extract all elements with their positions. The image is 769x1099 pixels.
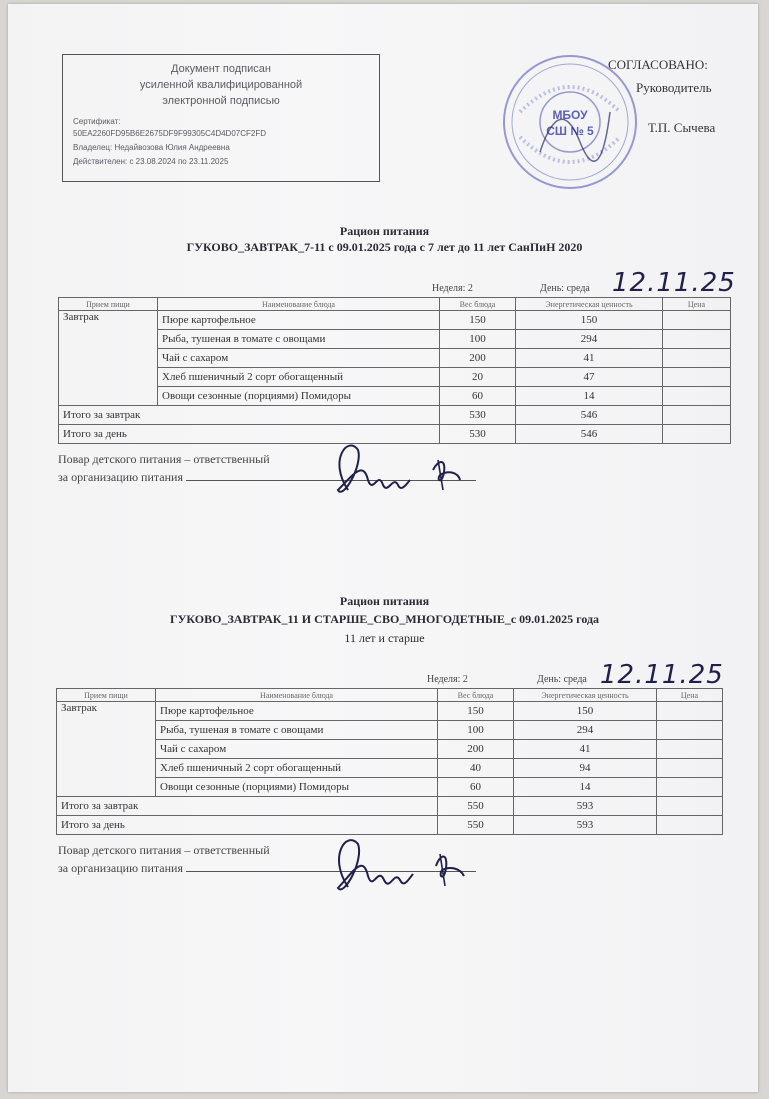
- svg-text:СШ № 5: СШ № 5: [546, 124, 594, 138]
- dish-price: [657, 778, 723, 797]
- col-header-energy: Энергетическая ценность: [514, 689, 657, 702]
- dish-price: [663, 368, 731, 387]
- dish-name: Хлеб пшеничный 2 сорт обогащенный: [158, 368, 440, 387]
- dish-weight: 100: [440, 330, 516, 349]
- handwritten-signature-2: [318, 822, 478, 907]
- stamp-text: МБОУ: [552, 108, 588, 122]
- table-header-row: [57, 689, 723, 702]
- dish-price: [657, 740, 723, 759]
- dish-weight: 60: [438, 778, 514, 797]
- sig-valid: Действителен: с 23.08.2024 по 23.11.2025: [73, 157, 229, 166]
- menu2-date-handwritten: 12.11.25: [600, 660, 724, 690]
- dish-price: [657, 721, 723, 740]
- dish-energy: 14: [514, 778, 657, 797]
- approval-agreed: СОГЛАСОВАНО:: [608, 57, 708, 72]
- dish-price: [663, 349, 731, 368]
- menu1-title: Рацион питания: [339, 224, 430, 238]
- total-breakfast-row: [57, 797, 723, 816]
- total-day-weight: 550: [438, 816, 514, 835]
- menu1-table: [58, 297, 731, 444]
- table-row: [57, 721, 723, 740]
- dish-weight: 200: [438, 740, 514, 759]
- table-header-row: [59, 298, 731, 311]
- dish-name: Чай с сахаром: [158, 349, 440, 368]
- col-header-dish: Наименование блюда: [156, 689, 438, 702]
- menu1-footer-line2: за организацию питания: [58, 470, 183, 484]
- menu2-day: День: среда: [537, 674, 587, 685]
- col-header-price: Цена: [663, 298, 731, 311]
- dish-weight: 60: [440, 387, 516, 406]
- total-day-energy: 546: [516, 425, 663, 444]
- sig-owner: Владелец: Недайвозова Юлия Андреевна: [73, 143, 230, 152]
- dish-energy: 150: [514, 702, 657, 721]
- dish-weight: 20: [440, 368, 516, 387]
- sig-line-1: Документ подписан: [171, 63, 271, 75]
- total-breakfast-weight: 530: [440, 406, 516, 425]
- table-row: [59, 387, 731, 406]
- dish-energy: 41: [514, 740, 657, 759]
- dish-energy: 14: [516, 387, 663, 406]
- menu1-footer-line1: Повар детского питания – ответственный: [58, 452, 270, 466]
- col-header-meal: Прием пищи: [59, 298, 158, 311]
- menu2-week: Неделя: 2: [427, 674, 468, 685]
- dish-price: [663, 330, 731, 349]
- menu1-subtitle: ГУКОВО_ЗАВТРАК_7-11 с 09.01.2025 года с 7 лет до 11 лет СанПиН 2020: [186, 240, 583, 254]
- col-header-price: Цена: [657, 689, 723, 702]
- col-header-meal: Прием пищи: [57, 689, 156, 702]
- col-header-dish: Наименование блюда: [158, 298, 440, 311]
- table-row: [57, 759, 723, 778]
- dish-name: Чай с сахаром: [156, 740, 438, 759]
- menu2-subtitle: ГУКОВО_ЗАВТРАК_11 И СТАРШЕ_СВО_МНОГОДЕТНЫЕ_с 09.01.2025 года: [169, 612, 600, 626]
- menu2-title: Рацион питания: [339, 594, 430, 608]
- total-day-label: Итого за день: [57, 816, 438, 835]
- dish-name: Рыба, тушеная в томате с овощами: [156, 721, 438, 740]
- handwritten-signature-1: [318, 430, 478, 510]
- total-breakfast-label: Итого за завтрак: [59, 406, 440, 425]
- col-header-weight: Вес блюда: [438, 689, 514, 702]
- total-breakfast-energy: 593: [514, 797, 657, 816]
- total-day-energy: 593: [514, 816, 657, 835]
- table-row: [59, 330, 731, 349]
- sig-cert-label: Сертификат:: [73, 117, 121, 126]
- approval-role: Руководитель: [636, 80, 712, 95]
- total-day-weight: 530: [440, 425, 516, 444]
- dish-price: [657, 759, 723, 778]
- sig-line-2: усиленной квалифицированной: [139, 79, 303, 91]
- total-breakfast-energy: 546: [516, 406, 663, 425]
- dish-name: Овощи сезонные (порциями) Помидоры: [156, 778, 438, 797]
- dish-weight: 100: [438, 721, 514, 740]
- table-row: [59, 368, 731, 387]
- menu1-week: Неделя: 2: [432, 283, 473, 294]
- approval-name: Т.П. Сычева: [648, 120, 716, 135]
- table-row: [57, 740, 723, 759]
- dish-energy: 294: [516, 330, 663, 349]
- dish-energy: 41: [516, 349, 663, 368]
- dish-energy: 47: [516, 368, 663, 387]
- dish-weight: 150: [438, 702, 514, 721]
- dish-energy: 94: [514, 759, 657, 778]
- total-breakfast-weight: 550: [438, 797, 514, 816]
- dish-weight: 150: [440, 311, 516, 330]
- dish-price: [663, 311, 731, 330]
- col-header-energy: Энергетическая ценность: [516, 298, 663, 311]
- table-row: [57, 702, 723, 721]
- col-header-weight: Вес блюда: [440, 298, 516, 311]
- menu2-table: [56, 688, 723, 835]
- table-row: [59, 311, 731, 330]
- total-breakfast-label: Итого за завтрак: [57, 797, 438, 816]
- table-row: [59, 349, 731, 368]
- total-day-label: Итого за день: [59, 425, 440, 444]
- table-row: [57, 778, 723, 797]
- meal-cell: Завтрак: [59, 311, 158, 406]
- school-stamp: [500, 52, 640, 192]
- dish-price: [657, 702, 723, 721]
- dish-name: Рыба, тушеная в томате с овощами: [158, 330, 440, 349]
- dish-name: Овощи сезонные (порциями) Помидоры: [158, 387, 440, 406]
- menu2-footer-line2: за организацию питания: [58, 861, 183, 875]
- menu1-day: День: среда: [540, 283, 590, 294]
- dish-name: Пюре картофельное: [156, 702, 438, 721]
- total-breakfast-row: [59, 406, 731, 425]
- electronic-signature-box: [62, 54, 380, 182]
- sig-cert-value: 50EA2260FD95B6E2675DF9F99305C4D4D07CF2FD: [73, 129, 266, 138]
- menu2-footer-line1: Повар детского питания – ответственный: [58, 843, 270, 857]
- dish-energy: 294: [514, 721, 657, 740]
- menu2-age: 11 лет и старше: [344, 631, 425, 645]
- dish-price: [663, 387, 731, 406]
- dish-energy: 150: [516, 311, 663, 330]
- dish-weight: 200: [440, 349, 516, 368]
- dish-weight: 40: [438, 759, 514, 778]
- menu1-date-handwritten: 12.11.25: [612, 268, 736, 298]
- meal-cell: Завтрак: [57, 702, 156, 797]
- sig-line-3: электронной подписью: [162, 95, 280, 107]
- dish-name: Хлеб пшеничный 2 сорт обогащенный: [156, 759, 438, 778]
- dish-name: Пюре картофельное: [158, 311, 440, 330]
